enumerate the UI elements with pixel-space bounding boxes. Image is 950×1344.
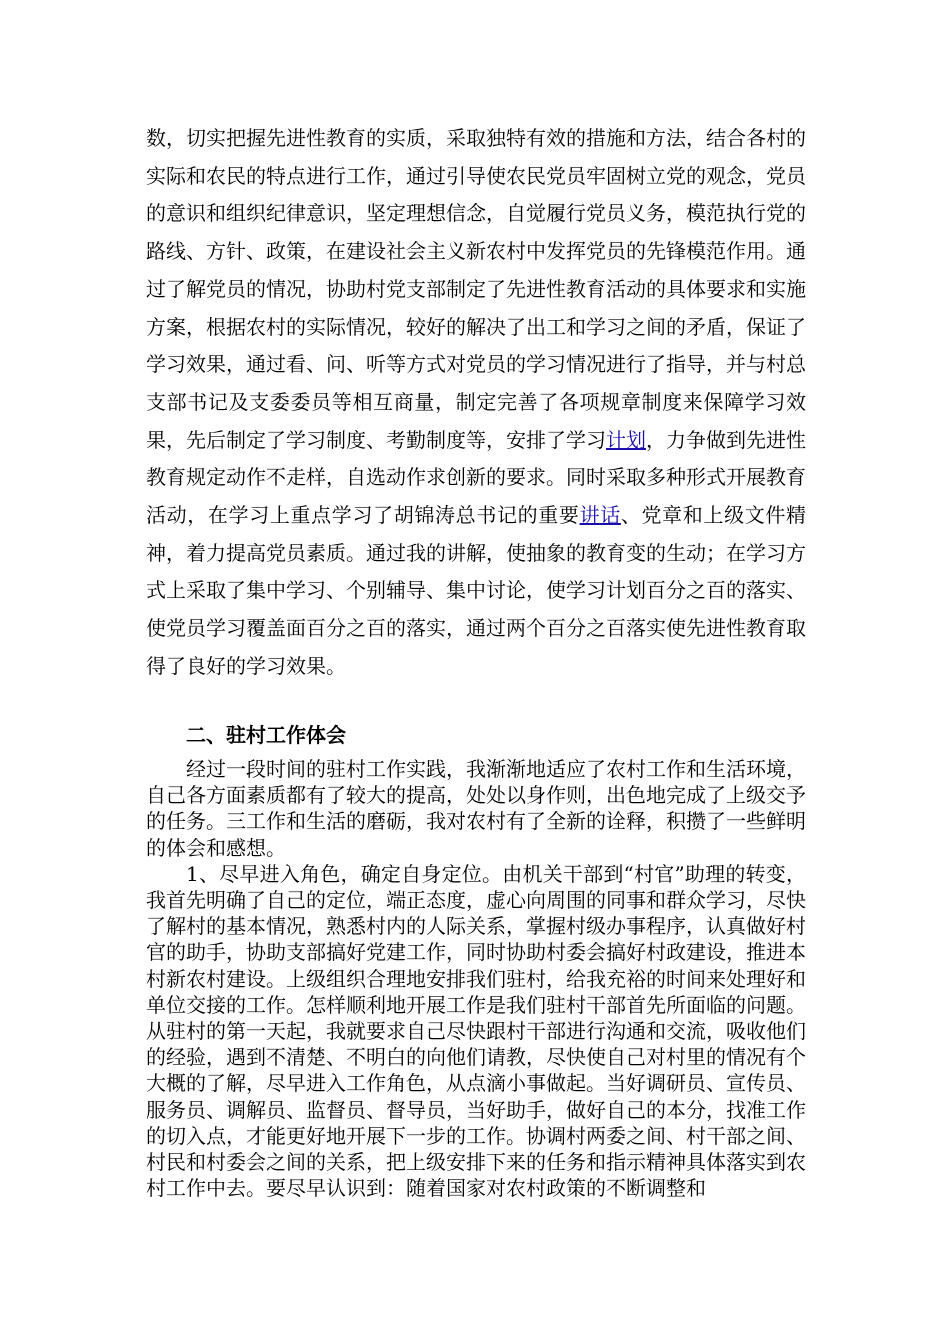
- plan-link[interactable]: 计划: [606, 427, 646, 452]
- section-heading: 二、驻村工作体会: [186, 723, 346, 747]
- paragraph-text-part1: 数，切实把握先进性教育的实质，采取独特有效的措施和方法，结合各村的实际和农民的特点进行工作，通过引导使农民党员牢固树立党的观念，党员的意识和组织纪律意识，坚定理想信念，自觉履行党员义务，模范执行党的路线、方针、政策，在建设社会主义新农村中发挥党员的先锋模范作用。通过了解党员的情况，协助村党支部制定了先进性教育活动的具体要求和实施方案，根据农村的实际情况，较好的解决了出工和学习之间的矛盾，保证了学习效果，通过看、问、听等方式对党员的学习情况进行了指导，并与村总支部书记及支委委员等相互商量，制定完善了各项规章制度来保障学习效果，先后制定了学习制度、考勤制度等，安排了学习: [146, 126, 806, 452]
- speech-link[interactable]: 讲话: [579, 503, 621, 528]
- paragraph-text: [146, 120, 806, 686]
- experience-paragraph: 经过一段时间的驻村工作实践，我渐渐地适应了农村工作和生活环境，自己各方面素质都有了较大的提高，处处以身作则，出色地完成了上级交予的任务。三工作和生活的磨砺，我对农村有了全新的诠释，积攒了一些鲜明的体会和感想。: [146, 757, 806, 860]
- role-paragraph: 1、尽早进入角色，确定自身定位。由机关干部到“村官”助理的转变，我首先明确了自己的定位，端正态度，虚心向周围的同事和群众学习，尽快了解村的基本情况，熟悉村内的人际关系，掌握村级办事程序，认真做好村官的助手，协助支部搞好党建工作，同时协助村委会搞好村政建设，推进本村新农村建设。上级组织合理地安排我们驻村，给我充裕的时间来处理好和单位交接的工作。怎样顺利地开展工作是我们驻村干部首先所面临的问题。从驻村的第一天起，我就要求自己尽快跟村干部进行沟通和交流，吸收他们的经验，遇到不清楚、不明白的向他们请教，尽快使自己对村里的情况有个大概的了解，尽早进入工作角色，从点滴小事做起。当好调研员、宣传员、服务员、调解员、监督员、督导员，当好助手，做好自己的本分，找准工作的切入点，才能更好地开展下一步的工作。协调村两委之间、村干部之间、村民和村委会之间的关系，把上级安排下来的任务和指示精神具体落实到农村工作中去。要尽早认识到：随着国家对农村政策的不断调整和: [146, 861, 806, 1201]
- paragraph-text-part2: ，力争做到先进性教育规定动作不走样，自选动作求创新的要求。同时采取多种形式开展教育活动，在学习上重点学习了胡锦涛总书记的重要: [146, 427, 806, 528]
- section2-body: [146, 756, 806, 1201]
- section1-paragraph: [146, 120, 806, 686]
- paragraph-text-part3: 、党章和上级文件精神，着力提高党员素质。通过我的讲解，使抽象的教育变的生动；在学习方式上采取了集中学习、个别辅导、集中讨论，使学习计划百分之百的落实、使党员学习覆盖面百分之百的落实，通过两个百分之百落实使先进性教育取得了良好的学习效果。: [146, 503, 807, 678]
